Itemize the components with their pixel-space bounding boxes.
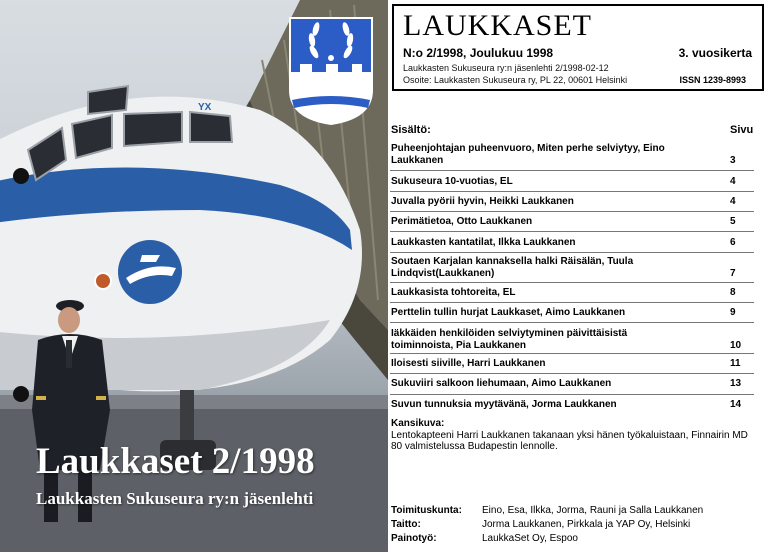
credit-label: Painotyö: (391, 533, 437, 544)
toc-divider (390, 231, 754, 232)
toc-item-title: Perimätietoa, Otto Laukkanen (391, 216, 533, 227)
publisher-line: Laukkasten Sukuseura ry:n jäsenlehti 2/1998-02-12 (403, 63, 609, 73)
toc-divider (390, 170, 754, 171)
toc-item-page: 10 (730, 340, 742, 351)
issue-number: N:o 2/1998, Joulukuu 1998 (403, 46, 554, 60)
credit-label: Taitto: (391, 519, 421, 530)
toc-divider (390, 252, 754, 253)
toc-item-page: 3 (730, 155, 736, 166)
toc-item-title: Iloisesti siiville, Harri Laukkanen (391, 358, 546, 369)
toc-divider (390, 211, 754, 212)
cover-subtitle: Laukkasten Sukuseura ry:n jäsenlehti (36, 489, 314, 508)
toc-item-title: Puheenjohtajan puheenvuoro, Miten perhe selviytyy, Eino Laukkanen (391, 143, 665, 166)
magazine-title: LAUKKASET (403, 9, 592, 42)
page-column-heading: Sivu (730, 124, 754, 136)
toc-item-page: 11 (730, 358, 741, 369)
toc-item-page: 4 (730, 176, 736, 187)
toc-divider (390, 394, 754, 395)
credit-value: LaukkaSet Oy, Espoo (482, 533, 578, 544)
volume-label: 3. vuosikerta (678, 46, 752, 60)
toc-item-title: Sukuseura 10-vuotias, EL (391, 176, 513, 187)
toc-divider (390, 353, 754, 354)
toc-item-page: 6 (730, 237, 736, 248)
plane-registration: YX (198, 102, 212, 113)
coat-of-arms-icon (290, 18, 372, 124)
toc-item-title: Sukuviiri salkoon liehumaan, Aimo Laukkanen (391, 378, 612, 389)
contents-heading: Sisältö: (391, 124, 431, 136)
toc-item-title: Soutaen Karjalan kannaksella halki Räisälän, Tuula Lindqvist(Laukkanen) (391, 256, 634, 279)
toc-item-title: Juvalla pyörii hyvin, Heikki Laukkanen (391, 196, 574, 207)
toc-item-page: 8 (730, 287, 736, 298)
binder-hole (13, 386, 29, 402)
toc-divider (390, 373, 754, 374)
credit-value: Eino, Esa, Ilkka, Jorma, Rauni ja Salla Laukkanen (482, 505, 704, 516)
toc-item-page: 14 (730, 399, 742, 410)
toc-item-page: 9 (730, 307, 736, 318)
cover-caption-text: Lentokapteeni Harri Laukkanen takanaan yksi hänen työkaluistaan, Finnairin MD 80 valmistelussa Budapestin lennolle. (391, 430, 748, 452)
toc-item-title: Laukkasista tohtoreita, EL (391, 287, 516, 298)
address-line: Osoite: Laukkasten Sukuseura ry, PL 22, 00601 Helsinki (403, 75, 628, 85)
cover-caption-heading: Kansikuva: (391, 418, 445, 429)
binder-hole (13, 168, 29, 184)
toc-item-page: 4 (730, 196, 736, 207)
toc-item-page: 5 (730, 216, 736, 227)
toc-divider (390, 282, 754, 283)
credit-value: Jorma Laukkanen, Pirkkala ja YAP Oy, Helsinki (482, 519, 691, 530)
toc-item-title: Iäkkäiden henkilöiden selviytyminen päivittäisistä toiminnoista, Pia Laukkanen (391, 328, 628, 351)
cover-title: Laukkaset 2/1998 (36, 441, 315, 482)
toc-item-title: Suvun tunnuksia myytävänä, Jorma Laukkanen (391, 399, 617, 410)
toc-item-page: 7 (730, 268, 736, 279)
toc-divider (390, 191, 754, 192)
issn: ISSN 1239-8993 (679, 75, 746, 85)
contents-page (388, 0, 772, 552)
credit-label: Toimituskunta: (391, 505, 462, 516)
toc-item-title: Laukkasten kantatilat, Ilkka Laukkanen (391, 237, 576, 248)
toc-divider (390, 302, 754, 303)
toc-item-page: 13 (730, 378, 742, 389)
toc-item-title: Perttelin tullin hurjat Laukkaset, Aimo Laukkanen (391, 307, 626, 318)
toc-divider (390, 322, 754, 323)
masthead (392, 4, 764, 91)
